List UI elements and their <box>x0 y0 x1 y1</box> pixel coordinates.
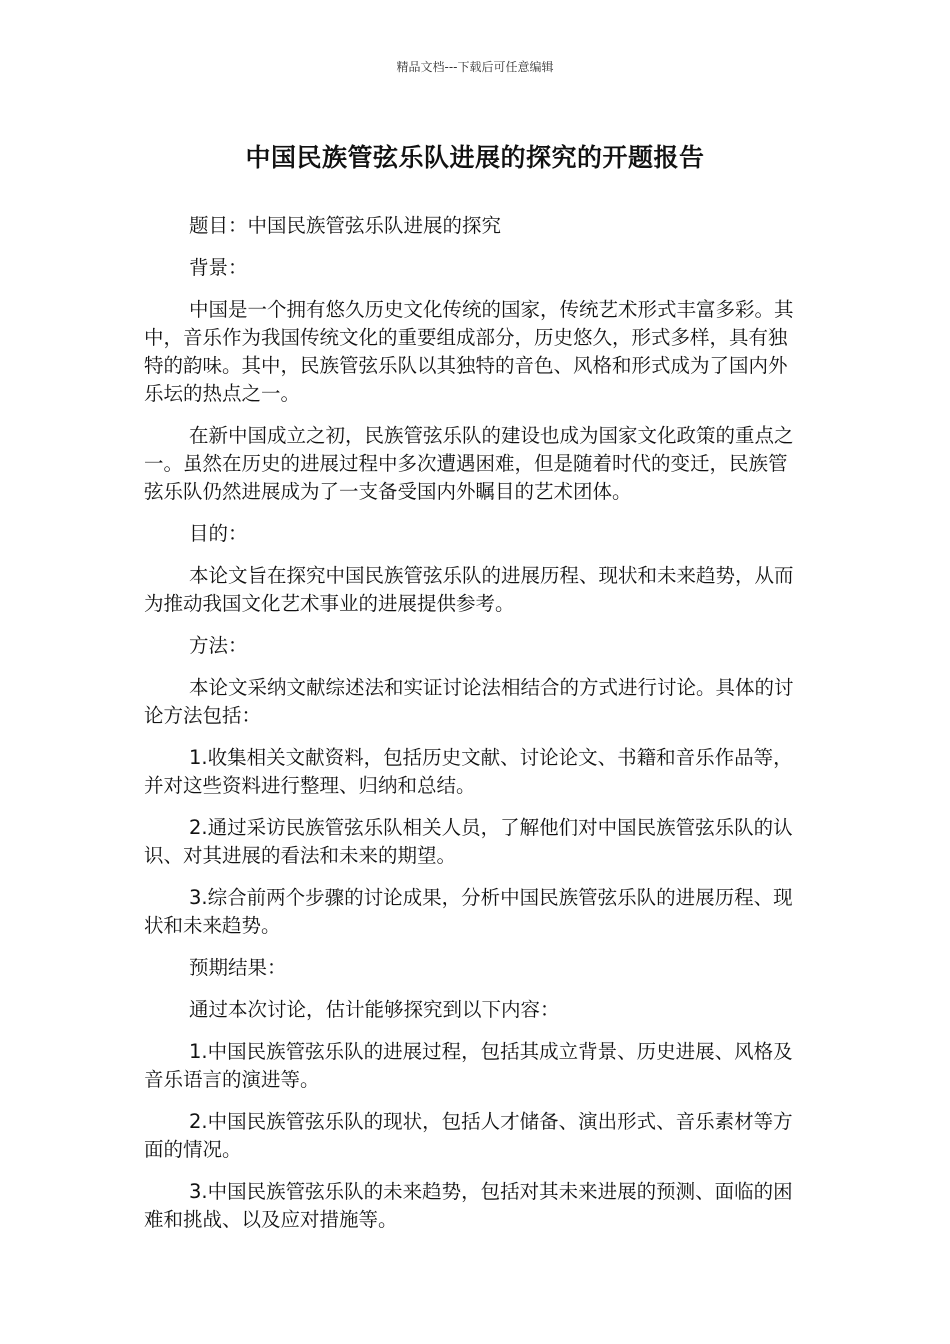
paragraph-method: 本论文采纳文献综述法和实证讨论法相结合的方式进行讨论。具体的讨论方法包括： <box>144 676 794 727</box>
method-item-1: 1.收集相关文献资料，包括历史文献、讨论论文、书籍和音乐作品等，并对这些资料进行整理、归纳和总结。 <box>144 746 793 797</box>
heading-purpose: 目的： <box>189 522 248 545</box>
page-header: 精品文档---下载后可任意编辑 <box>396 60 554 74</box>
method-item-3: 3.综合前两个步骤的讨论成果，分析中国民族管弦乐队的进展历程、现状和未来趋势。 <box>144 886 793 937</box>
document-body <box>144 212 806 1248</box>
paragraph-topic: 题目：中国民族管弦乐队进展的探究 <box>189 214 502 237</box>
result-item-1: 1.中国民族管弦乐队的进展过程，包括其成立背景、历史进展、风格及音乐语言的演进等。 <box>144 1040 793 1091</box>
paragraph-background-1: 中国是一个拥有悠久历史文化传统的国家，传统艺术形式丰富多彩。其中，音乐作为我国传统文化的重要组成部分，历史悠久，形式多样，具有独特的韵味。其中，民族管弦乐队以其独特的音色、风格和形式成为了国内外乐坛的热点之一。 <box>144 298 794 405</box>
paragraph-purpose: 本论文旨在探究中国民族管弦乐队的进展历程、现状和未来趋势，从而为推动我国文化艺术事业的进展提供参考。 <box>144 564 794 615</box>
document-title: 中国民族管弦乐队进展的探究的开题报告 <box>245 143 705 172</box>
result-item-3: 3.中国民族管弦乐队的未来趋势，包括对其未来进展的预测、面临的困难和挑战、以及应对措施等。 <box>144 1180 793 1231</box>
paragraph-expected-results: 通过本次讨论，估计能够探究到以下内容： <box>189 998 560 1021</box>
heading-expected-results: 预期结果： <box>189 956 287 979</box>
heading-method: 方法： <box>189 634 248 657</box>
method-item-2: 2.通过采访民族管弦乐队相关人员，了解他们对中国民族管弦乐队的认识、对其进展的看法和未来的期望。 <box>144 816 793 867</box>
paragraph-background-2: 在新中国成立之初，民族管弦乐队的建设也成为国家文化政策的重点之一。虽然在历史的进展过程中多次遭遇困难，但是随着时代的变迁，民族管弦乐队仍然进展成为了一支备受国内外瞩目的艺术团体。 <box>144 424 794 503</box>
heading-background: 背景： <box>189 256 248 279</box>
result-item-2: 2.中国民族管弦乐队的现状，包括人才储备、演出形式、音乐素材等方面的情况。 <box>144 1110 793 1161</box>
